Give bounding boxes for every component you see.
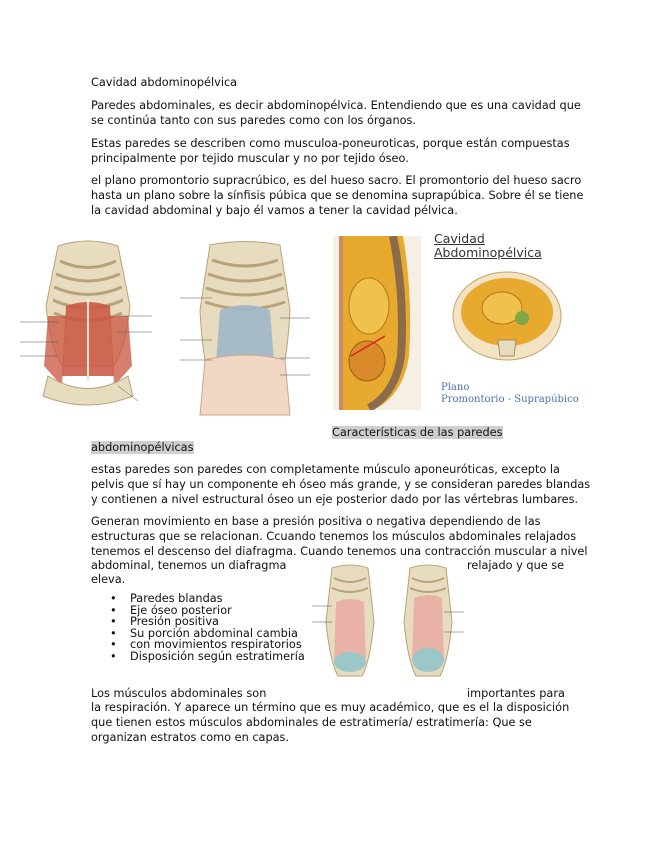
list-item: • Paredes blandas [110,593,305,605]
text-line: relajado y que se [467,559,565,572]
text-line: hasta un plano sobre la sínfisis púbica que se denomina suprapúbica. Sobre él se tiene [91,189,584,202]
text-line: estas paredes son paredes con completamente músculo aponeuróticas, excepto la [91,463,560,476]
text-line: principalmente por tejido muscular y no por tejido óseo. [91,152,409,165]
text-line: eleva. [91,573,126,586]
text-line: importantes para [467,687,565,700]
list-item: • Su porción abdominal cambia [110,628,305,640]
text-line: organizan estratos como en capas. [91,731,290,744]
section-heading-part2 [91,440,194,455]
transverse-section-illustration [452,270,562,362]
text-line: Los músculos abdominales son [91,687,267,700]
document-title: Cavidad abdominopélvica [91,76,238,89]
text-line: pelvis que sí hay un componente eh óseo más grande, y se consideran paredes blandas [91,478,591,491]
highlighted-text: abdominopélvicas [91,441,194,454]
abdominal-wall-muscles-illustration [18,236,158,412]
text-line: se continúa tanto con sus paredes como con los órganos. [91,114,417,127]
text-line: Estas paredes se describen como musculoa-poneuroticas, porque están compuestas [91,137,570,150]
text-line: estructuras que se relacionan. Ccuando tenemos los músculos abdominales relajados [91,530,577,543]
list-item: • con movimientos respiratorios [110,639,305,651]
respiration-diagram-illustration [310,562,466,682]
highlighted-text: Características de las paredes [332,426,503,439]
list-item: • Eje óseo posterior [110,605,305,617]
list-item: • Disposición según estratimería [110,651,305,663]
text-line: abdominal, tenemos un diafragma [91,559,287,572]
torso-deep-muscles-illustration [160,240,330,420]
list-item: • Presión positiva [110,616,305,628]
figure-caption-line: Promontorio - Suprapúbico [441,394,579,405]
figure-title-line: Cavidad [434,231,485,246]
text-line: Paredes abdominales, es decir abdominopélvica. Entendiendo que es una cavidad que [91,99,581,112]
figure-title [434,232,542,260]
figure-caption-line: Plano [441,382,470,393]
figure-caption [441,382,579,406]
text-line: tenemos el descenso del diafragma. Cuando tenemos una contracción muscular a nivel [91,545,588,558]
text-line: el plano promontorio supracrúbico, es del hueso sacro. El promontorio del hueso sacro [91,174,582,187]
text-line: que tienen estos músculos abdominales de estratimería/ estratimería: Que se [91,716,532,729]
text-line: la respiración. Y aparece un término que es muy académico, que es el la disposición [91,701,570,714]
figure-title-line: Abdominopélvica [434,245,542,260]
section-heading-part1 [332,425,503,440]
bullet-list [110,593,305,663]
sagittal-section-illustration [333,236,421,410]
text-line: Generan movimiento en base a presión positiva o negativa dependiendo de las [91,515,541,528]
text-line: y contienen a nivel estructural óseo un eje posterior dado por las vértebras lumbares. [91,493,579,506]
text-line: la cavidad abdominal y bajo él vamos a tener la cavidad pélvica. [91,204,458,217]
